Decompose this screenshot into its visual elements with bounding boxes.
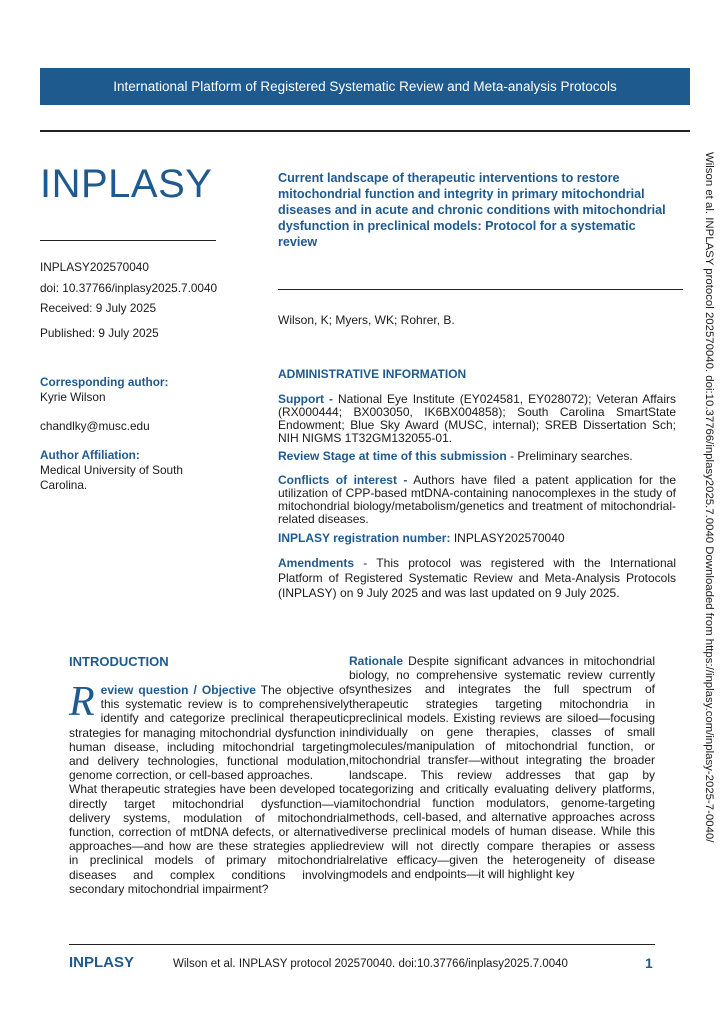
page-number: 1 — [645, 955, 653, 971]
stage-label: Review Stage at time of this submission — [278, 449, 507, 463]
intro-right-column — [349, 654, 655, 881]
conflicts-text: Authors have filed a patent application for the utilization of CPP-based mtDNA-containing nanocomplexes in the study of mitochondrial biology/metabolism/genetics and treatment of mitochondrial-related diseases. — [278, 473, 676, 526]
logo-rule — [40, 240, 216, 241]
corresponding-author-name: Kyrie Wilson — [40, 390, 106, 404]
author-email[interactable]: chandlky@musc.edu — [40, 419, 150, 433]
article-title: Current landscape of therapeutic interventions to restore mitochondrial function and integrity in primary mitochondrial diseases and in acute and chronic conditions with mitochondrial dysfunction in preclinical models: Protocol for a systematic review — [278, 171, 666, 249]
admin-heading: ADMINISTRATIVE INFORMATION — [278, 367, 467, 381]
footer-citation: Wilson et al. INPLASY protocol 202570040. doi:10.37766/inplasy2025.7.0040 — [173, 958, 568, 970]
intro-paragraph-2: What therapeutic strategies have been developed to directly target mitochondrial dysfunction—via delivery systems, modulation of mitochondrial function, correction of mtDNA defects, or alternative approaches—and how are these strategies applied in preclinical models of primary mitochondrial diseases and complex conditions involving secondary mitochondrial impairment? — [69, 782, 349, 896]
admin-amendments — [278, 556, 676, 601]
amendments-label: Amendments — [278, 556, 355, 570]
received-date: Received: 9 July 2025 — [40, 301, 157, 315]
published-date: Published: 9 July 2025 — [40, 326, 159, 340]
intro-left-column — [69, 679, 349, 896]
header-rule — [40, 130, 690, 132]
title-rule — [278, 289, 683, 290]
affiliation-text: Medical University of South Carolina. — [40, 463, 183, 492]
footer-logo: INPLASY — [69, 954, 135, 971]
footer-rule — [69, 944, 655, 945]
support-label: Support - — [278, 392, 333, 406]
affiliation-label: Author Affiliation: — [40, 448, 140, 462]
support-text: National Eye Institute (EY024581, EY028072); Veteran Affairs (RX000444; BX003050, IK6BX004858); South Carolina SmartState Endowment; Blue Sky Award (MUSC, internal); SREB Dissertation Sch; NIH NIGMS 1T32GM132055-01. — [278, 392, 676, 445]
dropcap-letter: R — [69, 679, 95, 725]
admin-stage — [278, 450, 676, 463]
rationale-label: Rationale — [349, 654, 404, 668]
inplasy-logo: INPLASY — [40, 162, 213, 206]
stage-text: - Preliminary searches. — [506, 449, 633, 463]
rationale-text: Despite significant advances in mitochondrial biology, no comprehensive systematic review currently synthesizes and integrates the full spectrum of therapeutic strategies targeting mitochondria in preclinical models. Existing reviews are siloed—focusing individually on gene therapies, classes of small molecules/manipulation of mitochondrial function, or mitochondrial transfer—without integrating the broader landscape. This review addresses that gap by categorizing and critically evaluating delivery platforms, mitochondrial function modulators, genome-targeting methods, cell-based, and alternative approaches across diverse preclinical models of human disease. While this review will not directly compare therapies or assess relative efficacy—given the heterogeneity of disease models and endpoints—it will highlight key — [349, 654, 655, 882]
doi-text[interactable]: doi: 10.37766/inplasy2025.7.0040 — [40, 281, 218, 295]
article-authors: Wilson, K; Myers, WK; Rohrer, B. — [278, 313, 455, 327]
registration-label: INPLASY registration number: — [278, 531, 451, 545]
admin-support — [278, 393, 676, 445]
corresponding-author-label: Corresponding author: — [40, 375, 169, 389]
conflicts-label: Conflicts of interest - — [278, 473, 408, 487]
registration-id: INPLASY202570040 — [40, 260, 149, 274]
admin-registration — [278, 532, 676, 545]
question-text: The objective of this systematic review is to comprehensively identify and categorize preclinical therapeutic strategies for managing mitochondrial dysfunction in human disease, including mitochondrial targeting and delivery technologies, functional modulation, genome correction, or cell-based approaches. — [69, 683, 349, 783]
amendments-text: - This protocol was registered with the International Platform of Registered Systematic Review and Meta-Analysis Protocols (INPLASY) on 9 July 2025 and was last updated on 9 July 2025. — [278, 556, 676, 600]
side-citation: Wilson et al. INPLASY protocol 202570040. doi:10.37766/inplasy2025.7.0040 Downloaded from https://inplasy.com/inplasy-2025-7-0040/ — [703, 152, 715, 843]
registration-text: INPLASY202570040 — [450, 531, 565, 545]
question-label: eview question / Objective — [100, 683, 256, 697]
admin-conflicts — [278, 474, 676, 526]
journal-banner: International Platform of Registered Systematic Review and Meta-analysis Protocols — [40, 68, 690, 105]
introduction-heading: INTRODUCTION — [69, 654, 169, 669]
